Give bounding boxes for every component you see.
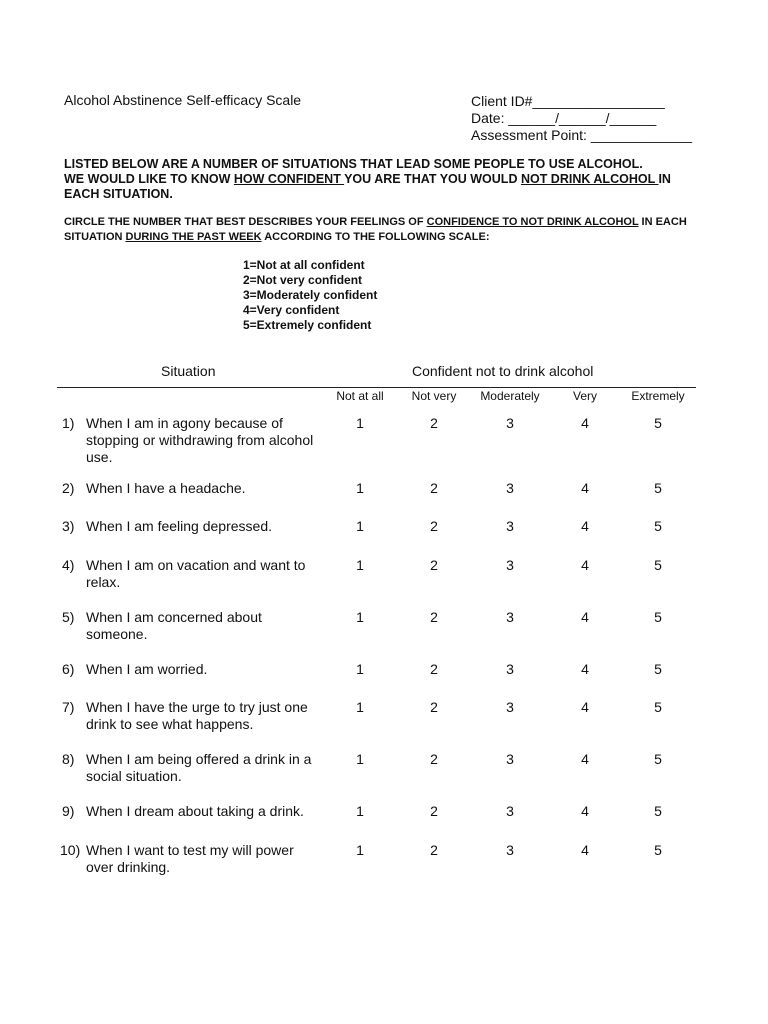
rating-option-2[interactable]: 2 — [430, 609, 438, 625]
rating-option-5[interactable]: 5 — [654, 609, 662, 625]
rating-option-3[interactable]: 3 — [506, 803, 514, 819]
rating-option-1[interactable]: 1 — [356, 480, 364, 496]
column-header-not-at-all: Not at all — [336, 389, 384, 403]
scale-item-1: 1=Not at all confident — [243, 258, 365, 272]
rating-option-4[interactable]: 4 — [581, 751, 589, 767]
situation-header: Situation — [161, 363, 216, 379]
rating-option-2[interactable]: 2 — [430, 661, 438, 677]
item-number: 10) — [60, 842, 81, 858]
rating-option-2[interactable]: 2 — [430, 699, 438, 715]
rating-option-5[interactable]: 5 — [654, 518, 662, 534]
item-number: 8) — [62, 751, 75, 767]
rating-option-1[interactable]: 1 — [356, 415, 364, 431]
rating-option-1[interactable]: 1 — [356, 557, 364, 573]
rating-option-2[interactable]: 2 — [430, 518, 438, 534]
form-title: Alcohol Abstinence Self-efficacy Scale — [64, 92, 302, 108]
rating-option-4[interactable]: 4 — [581, 557, 589, 573]
situation-text: When I am worried. — [86, 661, 208, 677]
emphasis-not-drink: NOT DRINK ALCOHOL — [520, 172, 659, 186]
rating-option-3[interactable]: 3 — [506, 557, 514, 573]
rating-option-1[interactable]: 1 — [356, 609, 364, 625]
instructions-text: ACCORDING TO THE FOLLOWING SCALE: — [261, 231, 490, 243]
rating-option-2[interactable]: 2 — [430, 751, 438, 767]
rating-option-3[interactable]: 3 — [506, 518, 514, 534]
item-number: 2) — [62, 480, 75, 496]
instructions-line-1: LISTED BELOW ARE A NUMBER OF SITUATIONS THAT LEAD SOME PEOPLE TO USE ALCOHOL. — [64, 157, 643, 171]
column-header-very: Very — [572, 389, 597, 403]
instructions-text: SITUATION — [64, 231, 126, 243]
instructions-text: IN — [658, 172, 671, 186]
rating-option-1[interactable]: 1 — [356, 699, 364, 715]
rating-option-4[interactable]: 4 — [581, 609, 589, 625]
rating-option-4[interactable]: 4 — [581, 415, 589, 431]
rating-option-1[interactable]: 1 — [356, 842, 364, 858]
rating-option-3[interactable]: 3 — [506, 751, 514, 767]
emphasis-past-week: DURING THE PAST WEEK — [125, 231, 262, 243]
rating-option-2[interactable]: 2 — [430, 415, 438, 431]
rating-option-5[interactable]: 5 — [654, 699, 662, 715]
rating-option-5[interactable]: 5 — [654, 480, 662, 496]
rating-option-2[interactable]: 2 — [430, 803, 438, 819]
rating-option-4[interactable]: 4 — [581, 803, 589, 819]
rating-option-4[interactable]: 4 — [581, 480, 589, 496]
rating-option-3[interactable]: 3 — [506, 661, 514, 677]
instructions-text: IN EACH — [638, 216, 687, 228]
emphasis-confidence: CONFIDENCE TO NOT DRINK ALCOHOL — [426, 216, 639, 228]
item-number: 7) — [62, 699, 75, 715]
rating-option-4[interactable]: 4 — [581, 518, 589, 534]
instructions-text: YOU ARE THAT YOU WOULD — [344, 172, 521, 186]
rating-option-1[interactable]: 1 — [356, 803, 364, 819]
situation-text: When I am concerned about someone. — [86, 609, 262, 642]
rating-option-4[interactable]: 4 — [581, 661, 589, 677]
item-number: 1) — [62, 415, 75, 431]
rating-option-4[interactable]: 4 — [581, 699, 589, 715]
column-header-extremely: Extremely — [631, 389, 685, 403]
situation-text: When I dream about taking a drink. — [86, 803, 304, 819]
situation-text: When I am in agony because of stopping or withdrawing from alcohol use. — [86, 415, 314, 465]
date-field[interactable]: Date: ______/______/______ — [471, 110, 657, 126]
rating-option-4[interactable]: 4 — [581, 842, 589, 858]
situation-text: When I have the urge to try just one drink to see what happens. — [86, 699, 308, 732]
rating-option-3[interactable]: 3 — [506, 609, 514, 625]
item-number: 9) — [62, 803, 75, 819]
instructions-line-3: EACH SITUATION. — [64, 187, 173, 201]
column-header-not-very: Not very — [411, 389, 457, 403]
circle-instruction-line-1 — [64, 215, 687, 230]
rating-option-5[interactable]: 5 — [654, 842, 662, 858]
item-number: 4) — [62, 557, 75, 573]
item-number: 6) — [62, 661, 75, 677]
rating-option-3[interactable]: 3 — [506, 480, 514, 496]
column-header-moderately: Moderately — [480, 389, 540, 403]
confidence-header: Confident not to drink alcohol — [412, 363, 594, 379]
item-number: 5) — [62, 609, 75, 625]
situation-text: When I am being offered a drink in a social situation. — [86, 751, 312, 784]
rating-option-1[interactable]: 1 — [356, 751, 364, 767]
rating-option-1[interactable]: 1 — [356, 518, 364, 534]
rating-option-1[interactable]: 1 — [356, 661, 364, 677]
emphasis-how-confident: HOW CONFIDENT — [233, 172, 345, 186]
rating-option-2[interactable]: 2 — [430, 557, 438, 573]
rating-option-3[interactable]: 3 — [506, 415, 514, 431]
item-number: 3) — [62, 518, 75, 534]
rating-option-3[interactable]: 3 — [506, 842, 514, 858]
scale-item-5: 5=Extremely confident — [243, 318, 372, 332]
rating-option-2[interactable]: 2 — [430, 480, 438, 496]
situation-text: When I am feeling depressed. — [86, 518, 272, 534]
situation-text: When I am on vacation and want to relax. — [86, 557, 306, 590]
instructions-text: CIRCLE THE NUMBER THAT BEST DESCRIBES YOUR FEELINGS OF — [64, 216, 427, 228]
scale-item-4: 4=Very confident — [243, 303, 340, 317]
scale-item-3: 3=Moderately confident — [243, 288, 378, 302]
scale-item-2: 2=Not very confident — [243, 273, 363, 287]
rating-option-5[interactable]: 5 — [654, 557, 662, 573]
situation-text: When I have a headache. — [86, 480, 246, 496]
rating-option-3[interactable]: 3 — [506, 699, 514, 715]
rating-option-5[interactable]: 5 — [654, 751, 662, 767]
circle-instruction-line-2 — [64, 230, 490, 245]
rating-option-5[interactable]: 5 — [654, 803, 662, 819]
client-id-field[interactable]: Client ID#_________________ — [471, 93, 665, 109]
assessment-point-field[interactable]: Assessment Point: _____________ — [471, 127, 693, 143]
instructions-line-2 — [64, 172, 671, 187]
rating-option-5[interactable]: 5 — [654, 415, 662, 431]
header-divider — [57, 387, 696, 388]
rating-option-5[interactable]: 5 — [654, 661, 662, 677]
situation-text: When I want to test my will power over drinking. — [86, 842, 294, 875]
instructions-text: WE WOULD LIKE TO KNOW — [64, 172, 234, 186]
rating-option-2[interactable]: 2 — [430, 842, 438, 858]
